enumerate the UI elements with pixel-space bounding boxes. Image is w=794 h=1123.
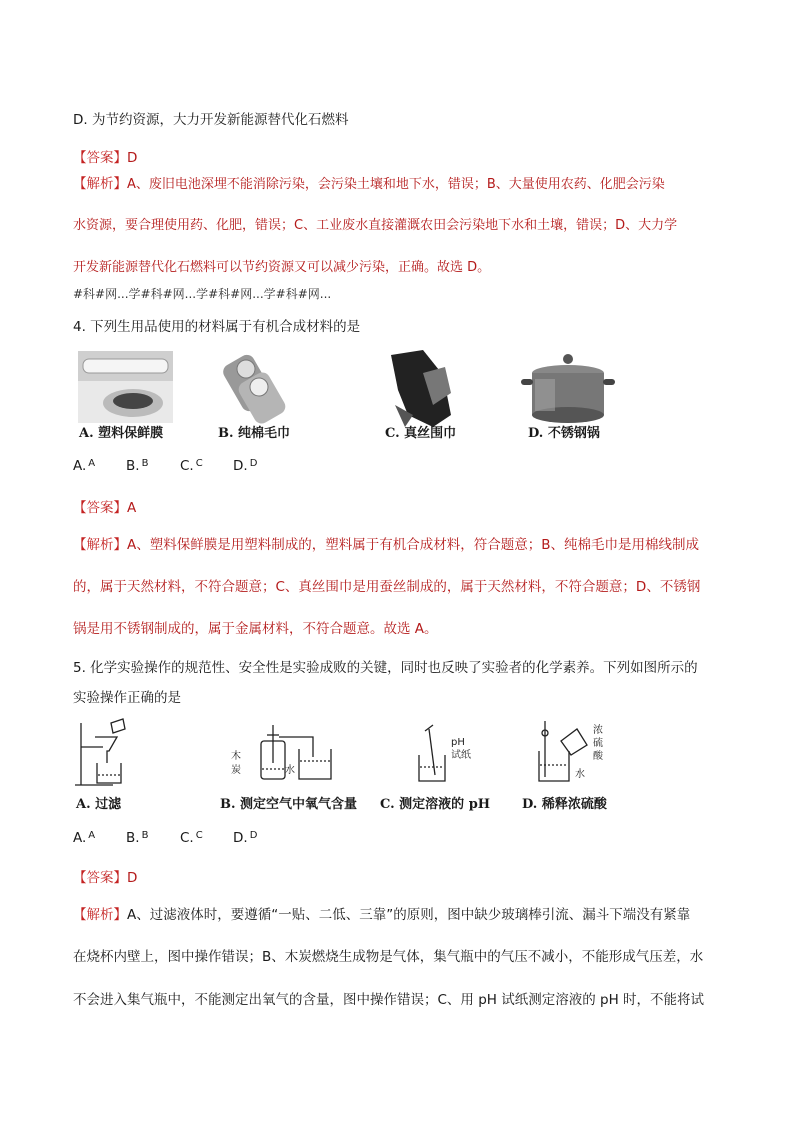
q5-option-d[interactable]: D. $^D$ xyxy=(233,830,258,846)
q5-option-a[interactable]: A. $^A$ xyxy=(73,830,96,846)
q4-caption-b: B. 纯棉毛巾 xyxy=(218,426,291,441)
q5-caption-d: D. 稀释浓硫酸 xyxy=(522,797,607,812)
acid-label-1: 浓 xyxy=(593,725,603,736)
analysis-text: A、塑料保鲜膜是用塑料制成的，塑料属于有机合成材料，符合题意；B、纯棉毛巾是用棉线制成 xyxy=(127,537,699,553)
q4-option-b[interactable]: B. $^B$ xyxy=(126,458,149,474)
stainless-pot-image xyxy=(521,354,615,423)
q5-analysis-line-3: 不会进入集气瓶中，不能测定出氧气的含量，图中操作错误；C、用 pH 试纸测定溶液的 pH 时，不能将试 xyxy=(73,992,705,1008)
oxygen-measurement-diagram xyxy=(261,725,331,779)
q3-answer xyxy=(73,146,137,166)
q5-option-c[interactable]: C. $^C$ xyxy=(180,830,203,846)
q4-option-c[interactable]: C. $^C$ xyxy=(180,458,203,474)
q3-option-d: D. 为节约资源，大力开发新能源替代化石燃料 xyxy=(73,112,349,128)
ph-test-diagram xyxy=(419,725,445,781)
answer-label: 【答案】 xyxy=(73,870,127,886)
water-label-d: 水 xyxy=(575,769,585,780)
q4-stem: 4. 下列生用品使用的材料属于有机合成材料的是 xyxy=(73,319,361,335)
analysis-label: 【解析】 xyxy=(73,907,127,923)
q3-analysis-line-3: 开发新能源替代化石燃料可以节约资源又可以减少污染，正确。故选 D。 xyxy=(73,260,491,275)
q4-answer xyxy=(73,496,136,516)
q3-analysis-line-1 xyxy=(73,172,665,192)
answer-label: 【答案】 xyxy=(73,150,127,166)
q3-analysis-line-2: 水资源，要合理使用药、化肥，错误；C、工业废水直接灌溉农田会污染地下水和土壤，错误；D、大力学 xyxy=(73,218,678,233)
analysis-text: A、废旧电池深埋不能消除污染，会污染土壤和地下水，错误；B、大量使用农药、化肥会污染 xyxy=(127,177,665,192)
analysis-label: 【解析】 xyxy=(73,537,127,553)
q5-caption-b: B. 测定空气中氧气含量 xyxy=(220,797,358,812)
charcoal-label-2: 炭 xyxy=(231,765,241,776)
q4-analysis-line-2: 的，属于天然材料，不符合题意；C、真丝围巾是用蚕丝制成的，属于天然材料，不符合题意；D、不锈钢 xyxy=(73,579,701,595)
q5-stem-line-1: 5. 化学实验操作的规范性、安全性是实验成败的关键，同时也反映了实验者的化学素养。下列如图所示的 xyxy=(73,660,698,676)
q5-answer xyxy=(73,866,137,886)
answer-value: D xyxy=(127,870,138,886)
watermark-text: #科#网...学#科#网...学#科#网...学#科#网... xyxy=(73,287,332,301)
q5-stem-line-2: 实验操作正确的是 xyxy=(73,690,181,706)
q4-caption-a: A. 塑料保鲜膜 xyxy=(79,426,164,441)
plastic-wrap-image xyxy=(78,351,173,423)
q5-figures xyxy=(73,715,653,795)
q4-caption-c: C. 真丝围巾 xyxy=(385,426,457,441)
analysis-text: A、过滤液体时，要遵循“一贴、二低、三靠”的原则，图中缺少玻璃棒引流、漏斗下端没有紧靠 xyxy=(127,907,691,923)
q5-caption-c: C. 测定溶液的 pH xyxy=(380,797,491,812)
answer-label: 【答案】 xyxy=(73,500,127,516)
towel-image xyxy=(220,352,288,426)
q4-caption-d: D. 不锈钢锅 xyxy=(528,426,600,441)
analysis-label: 【解析】 xyxy=(73,176,127,192)
acid-label-3: 酸 xyxy=(593,751,603,762)
q5-analysis-line-2: 在烧杯内壁上，图中操作错误；B、木炭燃烧生成物是气体，集气瓶中的气压不减小，不能形成气压差，水 xyxy=(73,949,704,965)
q5-analysis-line-1 xyxy=(73,903,690,923)
q4-option-a[interactable]: A. $^A$ xyxy=(73,458,96,474)
charcoal-label-1: 木 xyxy=(231,751,241,762)
ph-label-2: 试纸 xyxy=(451,750,471,761)
answer-value: D xyxy=(127,150,138,166)
q5-option-b[interactable]: B. $^B$ xyxy=(126,830,149,846)
silk-scarf-image xyxy=(391,350,451,427)
q4-analysis-line-1 xyxy=(73,533,699,553)
q4-option-d[interactable]: D. $^D$ xyxy=(233,458,258,474)
answer-value: A xyxy=(127,500,137,516)
q5-caption-a: A. 过滤 xyxy=(76,797,122,812)
acid-label-2: 硫 xyxy=(593,738,603,749)
q4-analysis-line-3: 锅是用不锈钢制成的，属于金属材料，不符合题意。故选 A。 xyxy=(73,621,438,637)
ph-label-1: pH xyxy=(451,737,465,748)
water-label: 水 xyxy=(285,765,295,776)
filtration-diagram xyxy=(75,719,125,785)
